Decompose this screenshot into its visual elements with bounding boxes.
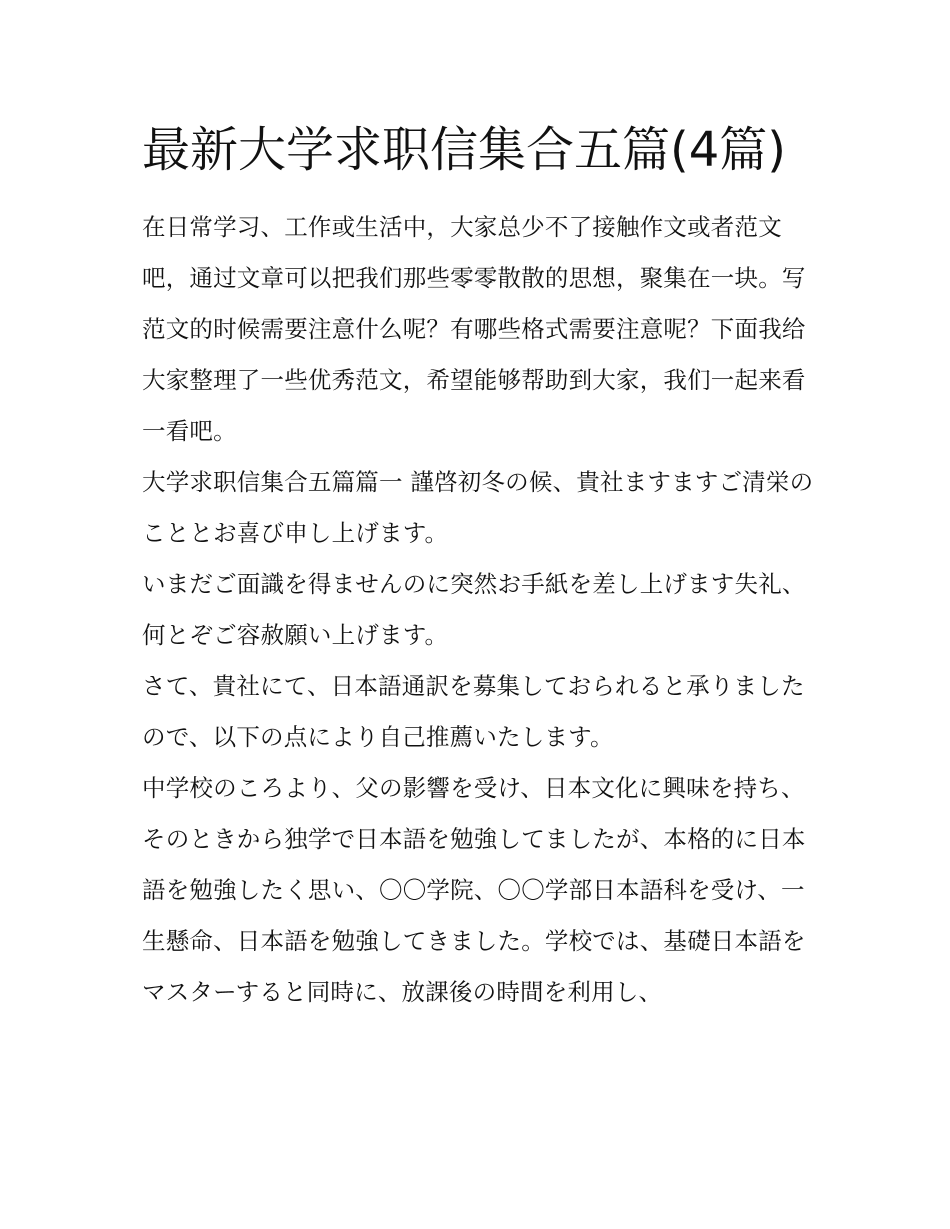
paragraph-apology: いまだご面識を得ませんのに突然お手紙を差し上げます失礼、何とぞご容赦願い上げます。 [142, 570, 806, 649]
paragraph-application: さて、貴社にて、日本語通訳を募集しておられると承りましたので、以下の点により自己推薦いたします。 [142, 672, 805, 751]
document-title: 最新大学求职信集合五篇(4篇) [142, 122, 786, 178]
paragraph-letter-opening: 大学求职信集合五篇篇一 謹啓初冬の候、貴社ますますご清栄のこととお喜び申し上げます。 [142, 468, 814, 547]
document-page [142, 112, 814, 1018]
paragraph-background: 中学校のころより、父の影響を受け、日本文化に興味を持ち、そのときから独学で日本語を勉強してましたが、本格的に日本語を勉強したく思い、〇〇学院、〇〇学部日本語科を受け、一生懸命、日本語を勉強してきました。学校では、基礎日本語をマスターすると同時に、放課後の時間を利用し、 [142, 774, 806, 1006]
paragraph-intro: 在日常学习、工作或生活中，大家总少不了接触作文或者范文吧，通过文章可以把我们那些零零散散的思想，聚集在一块。写范文的时候需要注意什么呢？有哪些格式需要注意呢？下面我给大家整理了一些优秀范文，希望能够帮助到大家，我们一起来看一看吧。 [142, 213, 806, 445]
